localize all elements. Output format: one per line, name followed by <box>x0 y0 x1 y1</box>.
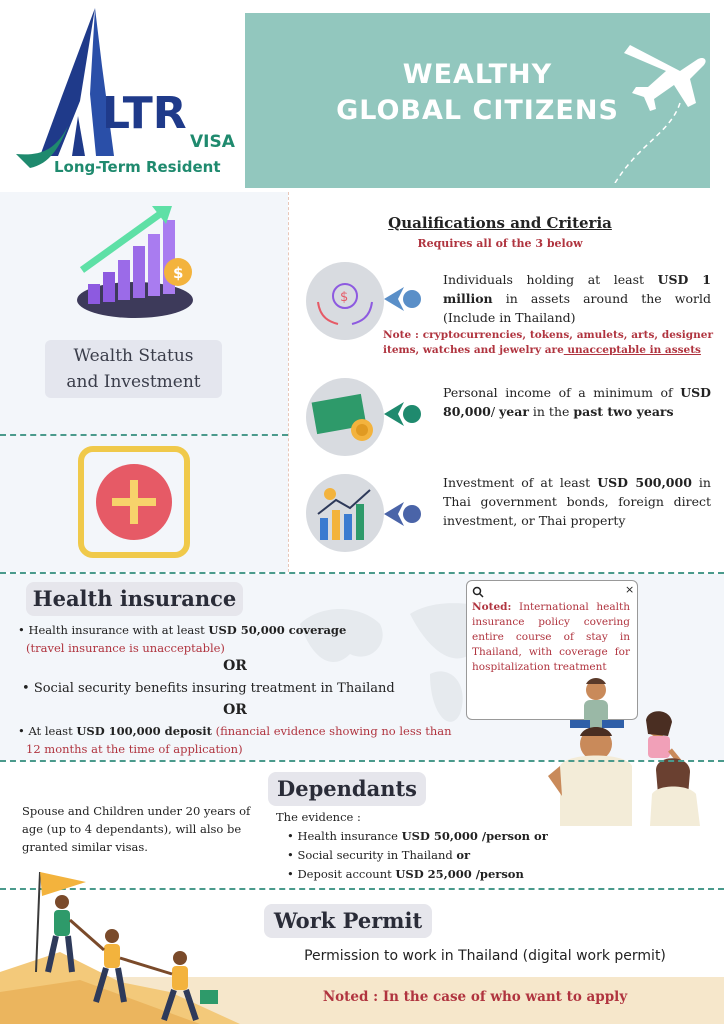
section-divider <box>0 434 288 436</box>
evidence-item-deposit-amount: USD 25,000 <box>395 867 472 881</box>
health-option-insurance: • Health insurance with at least USD 50,000 coverage (travel insurance is unacceptable) <box>18 623 347 655</box>
or-separator: OR <box>223 702 247 718</box>
criterion-investment-amount: USD 500,000 <box>597 475 692 490</box>
wealth-label-line1: Wealth Status <box>73 346 194 366</box>
section-divider <box>0 760 724 762</box>
increase-income-icon <box>306 378 384 456</box>
health-option-insurance-text: Health insurance with at least <box>28 623 209 637</box>
svg-text:LTR: LTR <box>102 88 187 139</box>
evidence-label: The evidence : <box>276 810 361 824</box>
criterion-income-years: past two years <box>573 404 674 419</box>
work-permit-title: Work Permit <box>264 904 432 938</box>
banner-title-line1: WEALTHY <box>402 59 553 90</box>
health-option-insurance-amount: USD 50,000 coverage <box>208 623 347 637</box>
arrow-pointer-icon <box>382 400 422 428</box>
vertical-divider <box>288 192 289 572</box>
title-banner <box>245 13 710 188</box>
evidence-item-social-or: or <box>456 848 471 862</box>
assets-note-underline: unacceptable in assets <box>563 344 701 356</box>
health-option-insurance-note: (travel insurance is unacceptable) <box>26 641 225 655</box>
or-separator: OR <box>223 658 247 674</box>
health-option-social-security: • Social security benefits insuring treatment in Thailand <box>22 681 395 696</box>
growth-chart-icon <box>70 200 200 325</box>
health-note-label: Noted: <box>472 601 512 613</box>
health-note <box>472 600 630 675</box>
health-option-deposit-amount: USD 100,000 deposit <box>76 724 212 738</box>
health-option-deposit: • At least USD 100,000 deposit (financial evidence showing no less than 12 months at the time of application) <box>18 724 452 756</box>
health-option-deposit-note-cont: 12 months at the time of application) <box>26 742 243 756</box>
work-permit-text: Permission to work in Thailand (digital work permit) <box>304 948 666 964</box>
investment-chart-icon <box>306 474 384 552</box>
ltr-visa-logo <box>10 6 235 186</box>
banner-title-line2: GLOBAL CITIZENS <box>336 95 619 126</box>
evidence-item-social: • Social security in Thailand or <box>287 848 471 862</box>
evidence-item-health-suffix: /person or <box>477 829 548 843</box>
search-icon[interactable] <box>472 586 484 598</box>
money-hands-icon <box>306 262 384 340</box>
criterion-income-text: Personal income of a minimum of <box>443 385 681 400</box>
svg-text:VISA: VISA <box>190 132 235 152</box>
health-option-deposit-text: At least <box>28 724 77 738</box>
criterion-income-amount: USD 80,000 <box>443 385 711 419</box>
health-option-deposit-note: (financial evidence showing no less than <box>211 724 452 738</box>
qualifications-subtitle: Requires all of the 3 below <box>417 237 583 250</box>
criterion-assets-text-end: in assets around the world (Include in Thailand) <box>443 291 711 325</box>
criterion-income-in-the: in the <box>528 404 574 419</box>
health-option-social-security-text: Social security benefits insuring treatment in Thailand <box>33 681 395 696</box>
close-icon[interactable]: × <box>625 583 635 596</box>
plus-medical-icon <box>78 446 190 558</box>
evidence-item-deposit-text: Deposit account <box>297 867 396 881</box>
arrow-pointer-icon <box>382 500 422 528</box>
family-illustration <box>540 676 716 836</box>
criterion-income <box>443 383 711 421</box>
criterion-investment-text-end: in Thai government bonds, foreign direct investment, or Thai property <box>443 475 711 528</box>
wealth-label-line2: and Investment <box>66 372 201 392</box>
criterion-investment <box>443 473 711 530</box>
criterion-income-period: year <box>499 404 529 419</box>
ltr-logo-mark <box>10 6 235 186</box>
health-note-body: International health insurance policy covering entire course of stay in Thailand, with coverage for hospitalization treatment <box>472 601 630 673</box>
arrow-pointer-icon <box>382 285 422 313</box>
criterion-assets-text: Individuals holding at least <box>443 272 658 287</box>
criterion-assets <box>443 270 711 327</box>
evidence-item-health: • Health insurance USD 50,000 /person or <box>287 829 548 843</box>
assets-note <box>383 328 713 358</box>
criterion-assets-amount: USD 1 million <box>443 272 711 306</box>
plane-icon <box>610 23 710 183</box>
health-insurance-title: Health insurance <box>26 582 243 616</box>
assets-note-text: Note : cryptocurrencies, tokens, amulets, arts, designer items, watches and jewelry are <box>383 329 713 356</box>
svg-text:$: $ <box>173 264 184 282</box>
criterion-investment-text: Investment of at least <box>443 475 598 490</box>
svg-text:Long-Term Resident: Long-Term Resident <box>54 158 221 176</box>
evidence-item-health-amount: USD 50,000 <box>401 829 478 843</box>
qualifications-title: Qualifications and Criteria <box>388 214 612 232</box>
evidence-item-social-text: Social security in Thailand <box>297 848 457 862</box>
evidence-item-deposit-suffix: /person <box>471 867 524 881</box>
wealth-status-label <box>45 340 222 398</box>
evidence-item-health-text: Health insurance <box>297 829 402 843</box>
dependants-title: Dependants <box>268 772 426 806</box>
work-permit-note: Noted : In the case of who want to apply <box>322 989 628 1005</box>
climbers-illustration <box>0 862 240 1024</box>
dependants-description: Spouse and Children under 20 years of age (up to 4 dependants), will also be granted similar visas. <box>22 804 251 854</box>
svg-text:$: $ <box>340 290 349 305</box>
evidence-item-deposit: • Deposit account USD 25,000 /person <box>287 867 524 881</box>
criterion-income-slash: / <box>490 404 500 419</box>
